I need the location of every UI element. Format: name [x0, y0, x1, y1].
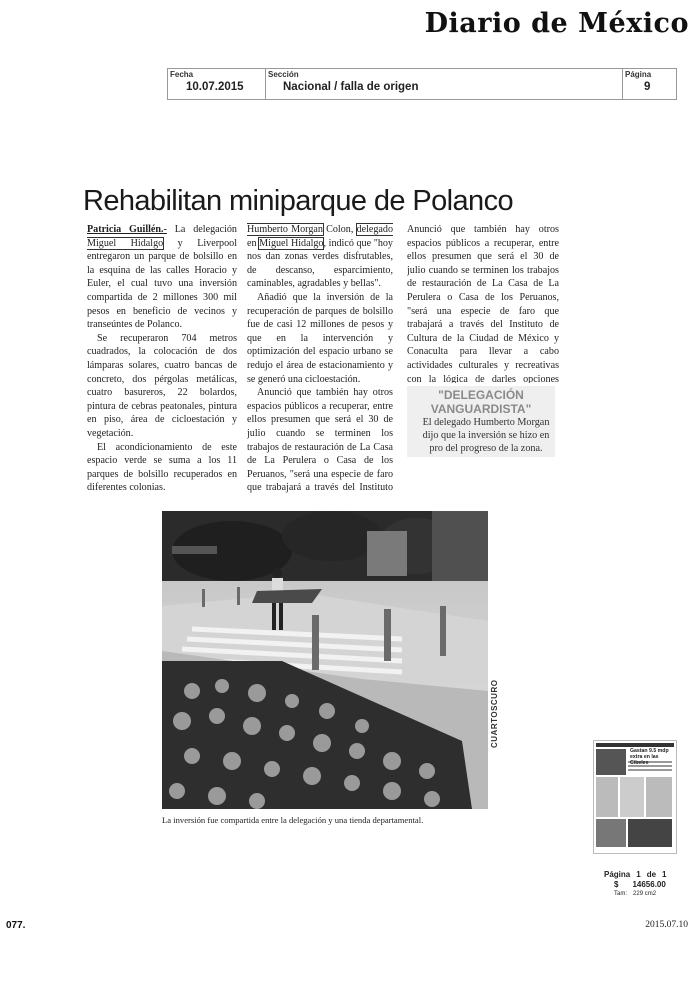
article-column-1 [87, 223, 237, 493]
page-size: Tam: 229 cm2 [614, 891, 657, 897]
entity-delegado: delegado [356, 224, 393, 235]
seccion-label: Sección [268, 70, 299, 79]
article-text: Colon, [322, 224, 357, 235]
photo-caption: La inversión fue compartida entre la delegación y una tienda departamental. [162, 815, 424, 825]
seccion-cell [266, 69, 623, 99]
masthead-logo: Diario de México [424, 8, 689, 39]
aside-title: "DELEGACIÓN VANGUARDISTA" [430, 388, 532, 416]
aside-box [407, 386, 555, 457]
seccion-value: Nacional / falla de origen [283, 81, 419, 93]
aside-body: El delegado Humberto Morgan dijo que la inversión se hizo en pro del progreso de la zona. [422, 417, 550, 454]
pagina-value: 9 [644, 81, 651, 93]
article-text: en [247, 237, 260, 249]
park-photo-illustration [162, 511, 488, 809]
park-photo [162, 511, 488, 809]
pagina-cell [623, 69, 676, 99]
fecha-cell [168, 69, 266, 99]
page-thumbnail [593, 740, 677, 854]
fecha-value: 10.07.2015 [186, 81, 244, 93]
article-column-2 [247, 223, 393, 495]
metadata-box [167, 68, 677, 100]
article-column-3 [407, 223, 559, 383]
entity-miguel-hidalgo: Miguel Hidalgo [87, 237, 164, 249]
article-paragraph: Añadió que la inversión de la recuperación de parques de bolsillo fue de casi 12 millones de pesos y que en la intervención y optimización del espacio urbano se redujo el área de estacionamiento y se generó una cicloestación. [247, 291, 393, 385]
article-text: La delegación [166, 224, 237, 235]
article-text: y Liverpool entregaron un parque de bolsillo en la esquina de las calles Horacio y Euler, el cual tuvo una inversión compartida de 2 millones 300 mil pesos en beneficio de vecinos y transeúntes de Polanco. [87, 237, 237, 331]
fecha-label: Fecha [170, 70, 194, 79]
article-paragraph: Anunció que también hay otros espacios públicos a recuperar, entre ellos presumen que será el 30 de julio cuando se terminen los trabajos de restauración de La Casa de La Perulera o Casa de los Peruanos, "será una especie de faro que trabajará a través del Instituto de Cultura de la Ciudad de México y Conaculta para llevar a cabo actividades culturales y recreativas con la lógica de darles opciones [407, 224, 559, 383]
entity-humberto-morgan: Humberto Morgan [247, 224, 323, 235]
clip-date: 2015.07.10 [645, 920, 688, 930]
page-cost: $ 14656.00 [614, 880, 666, 889]
article-text: , indicó que "hoy nos dan zonas verdes disfrutables, de descanso, esparcimiento, caminables, agradables y bellas". [247, 237, 393, 290]
thumbnail-headline: Gastan 9.5 mdp extra en las Cibeles [630, 748, 669, 766]
pagina-label: Página [625, 70, 652, 79]
article-paragraph: El acondicionamiento de este espacio verde se suma a los 11 parques de bolsillo recuperados en diferentes colonias. [87, 441, 237, 493]
page-info [604, 870, 666, 898]
page-count: Página 1 de 1 [604, 870, 667, 879]
article-paragraph: Se recuperaron 704 metros cuadrados, la colocación de dos lámparas solares, cuatro bancas de concreto, dos pérgolas metálicas, cuatro basureros, 22 bolardos, pintura de cebras peatonales, pintura en piso, área de cicloestación y vegetación. [87, 332, 237, 439]
entity-miguel-hidalgo: Miguel Hidalgo [259, 237, 324, 249]
clip-number: 077. [6, 920, 26, 931]
photo-credit: CUARTOSCURO [490, 679, 499, 748]
headline: Rehabilitan miniparque de Polanco [83, 185, 513, 217]
article-paragraph: Anunció que también hay otros espacios públicos a recuperar, entre ellos presumen que será el 30 de julio cuando se terminen los trabajos de restauración de La Casa de La Perulera o Casa de los Peruanos, "será una especie de faro que trabajará a través del Instituto [247, 387, 393, 494]
author-byline: Patricia Guillén.- [87, 224, 167, 235]
